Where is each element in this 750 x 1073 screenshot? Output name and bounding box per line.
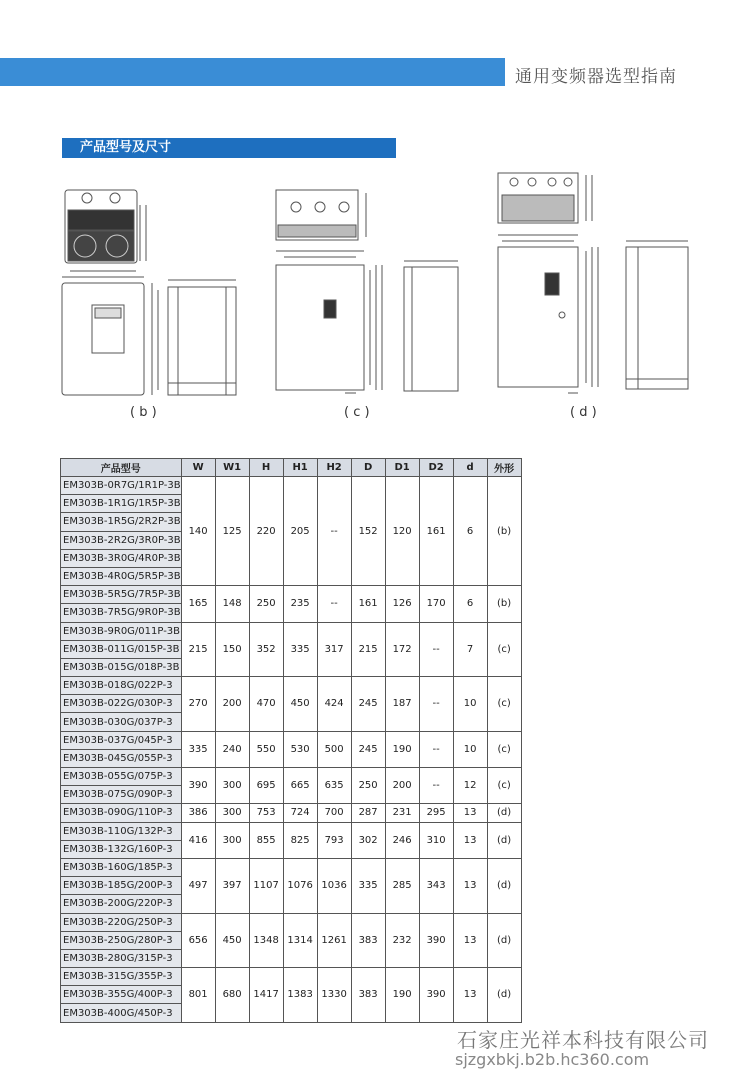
page-title: 通用变频器选型指南 bbox=[515, 67, 677, 87]
value-cell: 383 bbox=[351, 968, 385, 1023]
value-cell: 6 bbox=[453, 477, 487, 586]
value-cell: 235 bbox=[283, 586, 317, 622]
value-cell: 250 bbox=[351, 768, 385, 804]
value-cell: 165 bbox=[181, 586, 215, 622]
table-row bbox=[61, 477, 522, 495]
drawing-c-side bbox=[404, 261, 458, 391]
column-header: 外形 bbox=[487, 459, 521, 477]
value-cell: 270 bbox=[181, 677, 215, 732]
model-cell: EM303B-1R5G/2R2P-3B bbox=[61, 513, 182, 531]
value-cell: 172 bbox=[385, 622, 419, 677]
table-row bbox=[61, 804, 522, 822]
value-cell: -- bbox=[419, 622, 453, 677]
value-cell: (d) bbox=[487, 913, 521, 968]
value-cell: 13 bbox=[453, 822, 487, 858]
value-cell: 855 bbox=[249, 822, 283, 858]
value-cell: 13 bbox=[453, 968, 487, 1023]
value-cell: 335 bbox=[283, 622, 317, 677]
value-cell: 13 bbox=[453, 804, 487, 822]
table-row bbox=[61, 586, 522, 604]
value-cell: 1383 bbox=[283, 968, 317, 1023]
column-header: W1 bbox=[215, 459, 249, 477]
value-cell: 7 bbox=[453, 622, 487, 677]
value-cell: 215 bbox=[181, 622, 215, 677]
value-cell: (c) bbox=[487, 677, 521, 732]
value-cell: 190 bbox=[385, 731, 419, 767]
drawing-c-front bbox=[276, 251, 382, 393]
value-cell: 200 bbox=[215, 677, 249, 732]
model-cell: EM303B-0R7G/1R1P-3B bbox=[61, 477, 182, 495]
value-cell: 152 bbox=[351, 477, 385, 586]
value-cell: 10 bbox=[453, 677, 487, 732]
value-cell: 148 bbox=[215, 586, 249, 622]
column-header: d bbox=[453, 459, 487, 477]
value-cell: 245 bbox=[351, 677, 385, 732]
spec-table bbox=[60, 458, 522, 1023]
figure-label-b: ( b ) bbox=[130, 405, 157, 420]
value-cell: 187 bbox=[385, 677, 419, 732]
model-cell: EM303B-037G/045P-3 bbox=[61, 731, 182, 749]
value-cell: 300 bbox=[215, 768, 249, 804]
model-cell: EM303B-160G/185P-3 bbox=[61, 858, 182, 876]
value-cell: 383 bbox=[351, 913, 385, 968]
value-cell: 120 bbox=[385, 477, 419, 586]
value-cell: 13 bbox=[453, 913, 487, 968]
value-cell: 416 bbox=[181, 822, 215, 858]
value-cell: 246 bbox=[385, 822, 419, 858]
value-cell: 1036 bbox=[317, 858, 351, 913]
figure-label-d: ( d ) bbox=[570, 405, 597, 420]
value-cell: -- bbox=[317, 477, 351, 586]
table-row bbox=[61, 731, 522, 749]
value-cell: 125 bbox=[215, 477, 249, 586]
column-header: H1 bbox=[283, 459, 317, 477]
footer-company: 石家庄光祥本科技有限公司 bbox=[457, 1028, 709, 1052]
model-cell: EM303B-4R0G/5R5P-3B bbox=[61, 567, 182, 585]
table-header-row bbox=[61, 459, 522, 477]
value-cell: 753 bbox=[249, 804, 283, 822]
value-cell: 240 bbox=[215, 731, 249, 767]
column-header: H2 bbox=[317, 459, 351, 477]
value-cell: 205 bbox=[283, 477, 317, 586]
model-cell: EM303B-030G/037P-3 bbox=[61, 713, 182, 731]
value-cell: 287 bbox=[351, 804, 385, 822]
value-cell: 724 bbox=[283, 804, 317, 822]
value-cell: 285 bbox=[385, 858, 419, 913]
value-cell: 150 bbox=[215, 622, 249, 677]
value-cell: (d) bbox=[487, 804, 521, 822]
model-cell: EM303B-022G/030P-3 bbox=[61, 695, 182, 713]
model-cell: EM303B-220G/250P-3 bbox=[61, 913, 182, 931]
column-header: W bbox=[181, 459, 215, 477]
model-cell: EM303B-250G/280P-3 bbox=[61, 931, 182, 949]
value-cell: 232 bbox=[385, 913, 419, 968]
value-cell: 140 bbox=[181, 477, 215, 586]
value-cell: 635 bbox=[317, 768, 351, 804]
value-cell: 200 bbox=[385, 768, 419, 804]
value-cell: 700 bbox=[317, 804, 351, 822]
value-cell: -- bbox=[419, 677, 453, 732]
value-cell: 126 bbox=[385, 586, 419, 622]
table-row bbox=[61, 768, 522, 786]
value-cell: (d) bbox=[487, 968, 521, 1023]
value-cell: 793 bbox=[317, 822, 351, 858]
model-cell: EM303B-011G/015P-3B bbox=[61, 640, 182, 658]
value-cell: (c) bbox=[487, 731, 521, 767]
value-cell: 10 bbox=[453, 731, 487, 767]
value-cell: 343 bbox=[419, 858, 453, 913]
model-cell: EM303B-315G/355P-3 bbox=[61, 968, 182, 986]
section-title: 产品型号及尺寸 bbox=[62, 138, 396, 158]
drawing-d-front bbox=[498, 235, 598, 393]
column-header: 产品型号 bbox=[61, 459, 182, 477]
value-cell: 500 bbox=[317, 731, 351, 767]
value-cell: -- bbox=[317, 586, 351, 622]
model-cell: EM303B-045G/055P-3 bbox=[61, 749, 182, 767]
value-cell: 317 bbox=[317, 622, 351, 677]
value-cell: 1348 bbox=[249, 913, 283, 968]
value-cell: 1417 bbox=[249, 968, 283, 1023]
value-cell: -- bbox=[419, 768, 453, 804]
value-cell: 250 bbox=[249, 586, 283, 622]
value-cell: 170 bbox=[419, 586, 453, 622]
header-bar bbox=[0, 58, 505, 86]
value-cell: 220 bbox=[249, 477, 283, 586]
model-cell: EM303B-400G/450P-3 bbox=[61, 1004, 182, 1022]
model-cell: EM303B-3R0G/4R0P-3B bbox=[61, 549, 182, 567]
figure-label-c: ( c ) bbox=[344, 405, 370, 420]
value-cell: 1330 bbox=[317, 968, 351, 1023]
drawings-svg bbox=[40, 165, 720, 430]
value-cell: 335 bbox=[351, 858, 385, 913]
value-cell: 190 bbox=[385, 968, 419, 1023]
value-cell: 1261 bbox=[317, 913, 351, 968]
table-row bbox=[61, 968, 522, 986]
model-cell: EM303B-110G/132P-3 bbox=[61, 822, 182, 840]
column-header: H bbox=[249, 459, 283, 477]
value-cell: 300 bbox=[215, 804, 249, 822]
value-cell: 550 bbox=[249, 731, 283, 767]
value-cell: 397 bbox=[215, 858, 249, 913]
model-cell: EM303B-5R5G/7R5P-3B bbox=[61, 586, 182, 604]
dimension-drawings bbox=[40, 165, 720, 430]
value-cell: 656 bbox=[181, 913, 215, 968]
drawing-b-side bbox=[168, 280, 236, 395]
model-cell: EM303B-090G/110P-3 bbox=[61, 804, 182, 822]
value-cell: 695 bbox=[249, 768, 283, 804]
value-cell: 470 bbox=[249, 677, 283, 732]
footer-url: sjzgxbkj.b2b.hc360.com bbox=[455, 1050, 650, 1069]
value-cell: (c) bbox=[487, 768, 521, 804]
value-cell: 161 bbox=[419, 477, 453, 586]
table-row bbox=[61, 822, 522, 840]
value-cell: 300 bbox=[215, 822, 249, 858]
value-cell: 1314 bbox=[283, 913, 317, 968]
drawing-b-top bbox=[65, 190, 146, 263]
value-cell: 310 bbox=[419, 822, 453, 858]
table-row bbox=[61, 622, 522, 640]
value-cell: 1107 bbox=[249, 858, 283, 913]
value-cell: 825 bbox=[283, 822, 317, 858]
value-cell: 161 bbox=[351, 586, 385, 622]
value-cell: 390 bbox=[419, 913, 453, 968]
value-cell: -- bbox=[419, 731, 453, 767]
value-cell: 1076 bbox=[283, 858, 317, 913]
value-cell: 245 bbox=[351, 731, 385, 767]
table-body bbox=[61, 477, 522, 1023]
value-cell: 352 bbox=[249, 622, 283, 677]
value-cell: (b) bbox=[487, 477, 521, 586]
value-cell: 215 bbox=[351, 622, 385, 677]
value-cell: 335 bbox=[181, 731, 215, 767]
column-header: D2 bbox=[419, 459, 453, 477]
model-cell: EM303B-9R0G/011P-3B bbox=[61, 622, 182, 640]
value-cell: 665 bbox=[283, 768, 317, 804]
value-cell: (b) bbox=[487, 586, 521, 622]
model-cell: EM303B-018G/022P-3 bbox=[61, 677, 182, 695]
value-cell: 295 bbox=[419, 804, 453, 822]
value-cell: 450 bbox=[283, 677, 317, 732]
value-cell: (c) bbox=[487, 622, 521, 677]
value-cell: 801 bbox=[181, 968, 215, 1023]
table-row bbox=[61, 858, 522, 876]
table-row bbox=[61, 913, 522, 931]
value-cell: 231 bbox=[385, 804, 419, 822]
value-cell: 13 bbox=[453, 858, 487, 913]
value-cell: 6 bbox=[453, 586, 487, 622]
model-cell: EM303B-200G/220P-3 bbox=[61, 895, 182, 913]
drawing-b-front bbox=[62, 271, 158, 395]
model-cell: EM303B-280G/315P-3 bbox=[61, 949, 182, 967]
value-cell: 450 bbox=[215, 913, 249, 968]
model-cell: EM303B-1R1G/1R5P-3B bbox=[61, 495, 182, 513]
drawing-d-top bbox=[498, 173, 592, 223]
drawing-c-top bbox=[276, 190, 366, 240]
value-cell: 497 bbox=[181, 858, 215, 913]
value-cell: 390 bbox=[181, 768, 215, 804]
value-cell: 680 bbox=[215, 968, 249, 1023]
model-cell: EM303B-055G/075P-3 bbox=[61, 768, 182, 786]
value-cell: 424 bbox=[317, 677, 351, 732]
model-cell: EM303B-185G/200P-3 bbox=[61, 877, 182, 895]
model-cell: EM303B-2R2G/3R0P-3B bbox=[61, 531, 182, 549]
value-cell: (d) bbox=[487, 858, 521, 913]
column-header: D bbox=[351, 459, 385, 477]
value-cell: 390 bbox=[419, 968, 453, 1023]
value-cell: 302 bbox=[351, 822, 385, 858]
model-cell: EM303B-015G/018P-3B bbox=[61, 658, 182, 676]
model-cell: EM303B-075G/090P-3 bbox=[61, 786, 182, 804]
value-cell: (d) bbox=[487, 822, 521, 858]
model-cell: EM303B-132G/160P-3 bbox=[61, 840, 182, 858]
model-cell: EM303B-355G/400P-3 bbox=[61, 986, 182, 1004]
value-cell: 530 bbox=[283, 731, 317, 767]
table-row bbox=[61, 677, 522, 695]
value-cell: 386 bbox=[181, 804, 215, 822]
drawing-d-side bbox=[626, 241, 688, 389]
column-header: D1 bbox=[385, 459, 419, 477]
model-cell: EM303B-7R5G/9R0P-3B bbox=[61, 604, 182, 622]
value-cell: 12 bbox=[453, 768, 487, 804]
